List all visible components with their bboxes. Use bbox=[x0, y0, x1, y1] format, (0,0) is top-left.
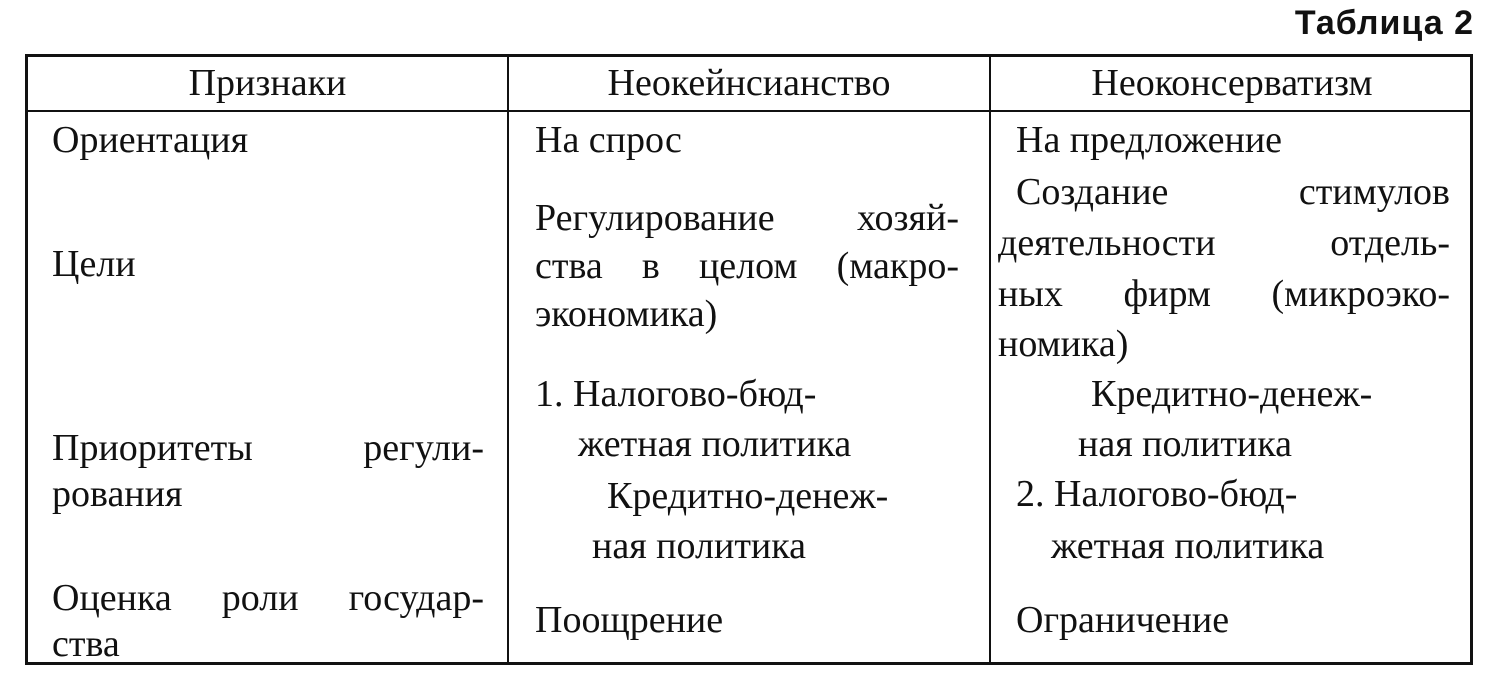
neo-keynesian-goals-line: экономика) bbox=[535, 293, 718, 335]
header-features: Признаки bbox=[188, 62, 347, 104]
comparison-table bbox=[25, 54, 1473, 665]
neo-conservative-goals-line: деятельности отдель- bbox=[998, 222, 1450, 264]
neo-conservative-goals-line: номика) bbox=[998, 323, 1129, 365]
feature-goals: Цели bbox=[52, 243, 136, 285]
neo-conservative-goals-line: Создание стимулов bbox=[1016, 171, 1450, 213]
feature-orientation: Ориентация bbox=[52, 119, 249, 161]
neo-keynesian-state-role: Поощрение bbox=[535, 599, 724, 641]
neo-conservative-orientation: На предложение bbox=[1016, 119, 1283, 161]
feature-state-role-line: ства bbox=[52, 623, 120, 665]
neo-keynesian-goals-line: Регулирование хозяй- bbox=[535, 197, 959, 239]
neo-conservative-priority-line: 2. Налогово-бюд- bbox=[1016, 473, 1298, 515]
header-neo-conservatism: Неоконсерватизм bbox=[1091, 62, 1373, 104]
neo-keynesian-priority-line: ная политика bbox=[592, 525, 807, 567]
neo-conservative-priority-line: ная политика bbox=[1078, 423, 1293, 465]
feature-state-role-line: Оценка роли государ- bbox=[52, 577, 484, 619]
table-caption: Таблица 2 bbox=[1294, 4, 1474, 42]
header-divider bbox=[28, 110, 1470, 112]
feature-priorities-line: рования bbox=[52, 473, 183, 515]
neo-keynesian-priority-line: жетная политика bbox=[578, 423, 852, 465]
neo-conservative-priority-line: Кредитно-денеж- bbox=[1091, 373, 1373, 415]
neo-keynesian-priority-line: Кредитно-денеж- bbox=[607, 475, 889, 517]
neo-keynesian-priority-line: 1. Налогово-бюд- bbox=[535, 373, 817, 415]
feature-priorities-line: Приоритеты регули- bbox=[52, 427, 484, 469]
header-neo-keynesianism: Неокейнсианство bbox=[607, 62, 891, 104]
column-divider bbox=[507, 57, 509, 662]
neo-keynesian-goals-line: ства в целом (макро- bbox=[535, 245, 959, 287]
neo-keynesian-orientation: На спрос bbox=[535, 119, 682, 161]
neo-conservative-goals-line: ных фирм (микроэко- bbox=[998, 273, 1450, 315]
column-divider bbox=[989, 57, 991, 662]
neo-conservative-priority-line: жетная политика bbox=[1051, 525, 1325, 567]
neo-conservative-state-role: Ограничение bbox=[1016, 599, 1230, 641]
